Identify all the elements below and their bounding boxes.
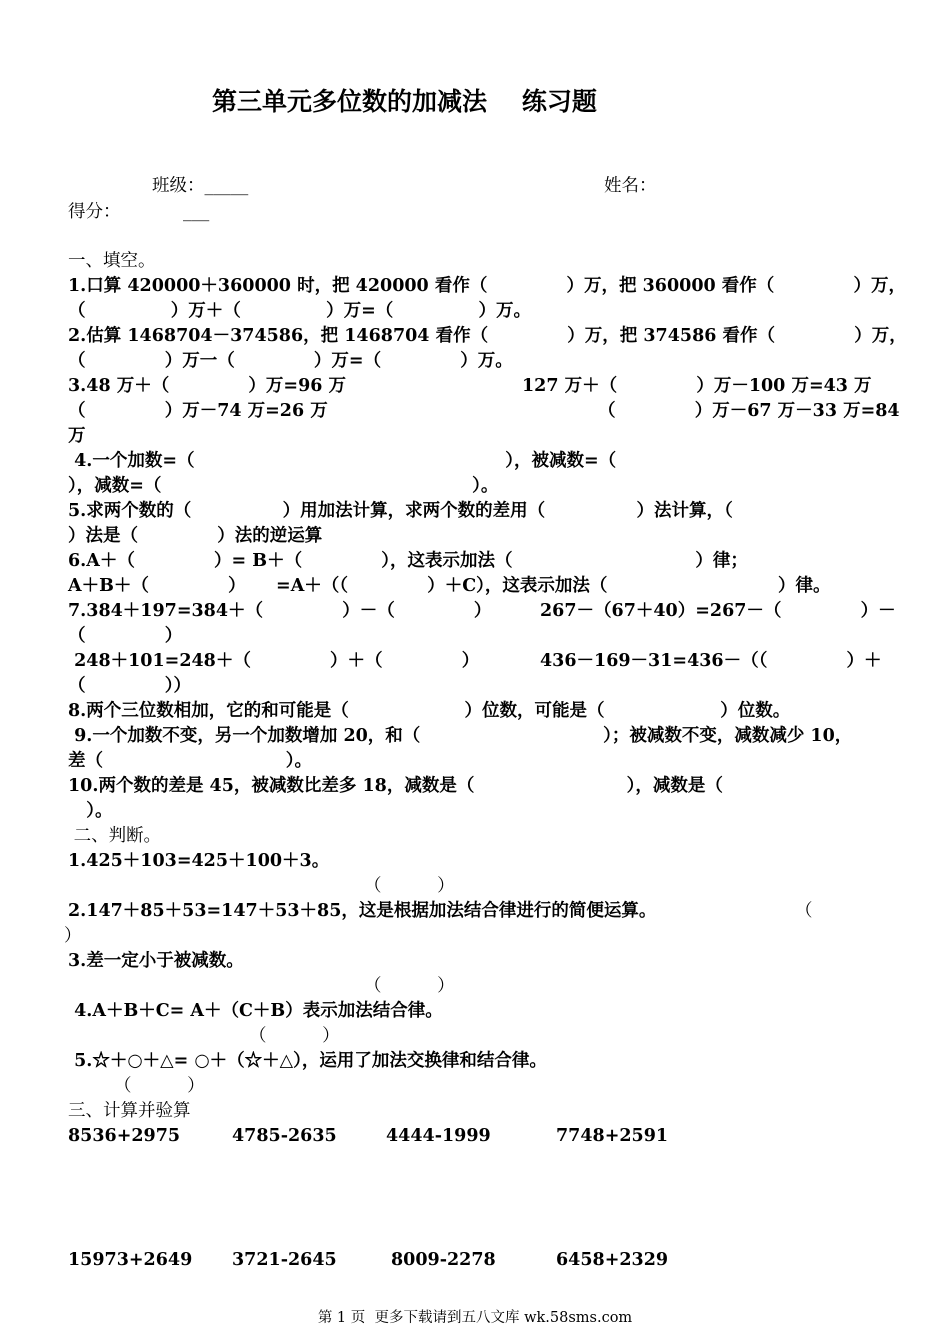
judge-answer-3[interactable]: （ ） <box>364 976 455 996</box>
fill-line-3: 2.估算 1468704－374586，把 1468704 看作（ ）万，把 374586 看作（ ）万， <box>68 326 907 346</box>
page-footer: 第 1 页 更多下载请到五八文库 wk.58sms.com <box>317 1310 633 1326</box>
fill-line-19: 248＋101=248＋（ ）＋（ ） <box>68 651 480 671</box>
fill-line-7: （ ）万－74 万=26 万 <box>68 401 328 421</box>
fill-line-15: A＋B＋（ ） =A＋（（ ）＋C），这表示加法（ ）律。 <box>68 576 831 596</box>
page-title: 第三单元多位数的加减法 练习题 <box>212 87 597 116</box>
calc-problem: 6458+2329 <box>556 1250 669 1270</box>
fill-line-12: 5.求两个数的（ ）用加法计算，求两个数的差用（ ）法计算，（ <box>68 501 733 521</box>
judge-answer-2-left[interactable]: （ <box>795 901 813 921</box>
fill-line-1: 1.口算 420000＋360000 时，把 420000 看作（ ）万，把 360000 看作（ ）万， <box>68 276 906 296</box>
judge-answer-1[interactable]: （ ） <box>364 876 455 896</box>
class-label: 班级：_____ <box>152 176 249 196</box>
fill-line-8: （ ）万－67 万－33 万=84 <box>598 401 900 421</box>
fill-line-21: （ ）） <box>68 676 191 696</box>
calc-problem: 8536+2975 <box>68 1126 181 1146</box>
fill-line-18: （ ） <box>68 626 183 646</box>
judge-item-3: 3.差一定小于被减数。 <box>68 951 244 971</box>
section-2-heading: 二、判断。 <box>68 826 162 846</box>
fill-line-17: 267－（67＋40）=267－（ ）－ <box>540 601 896 621</box>
fill-line-22: 8.两个三位数相加，它的和可能是（ ）位数，可能是（ ）位数。 <box>68 701 791 721</box>
section-1-heading: 一、填空。 <box>68 251 156 271</box>
fill-line-9: 万 <box>68 426 86 446</box>
calc-problem: 8009-2278 <box>391 1250 496 1270</box>
calc-problem: 15973+2649 <box>68 1250 193 1270</box>
calc-problem: 4785-2635 <box>232 1126 337 1146</box>
section-3-heading: 三、计算并验算 <box>68 1101 191 1121</box>
judge-item-1: 1.425＋103=425＋100＋3。 <box>68 851 330 871</box>
judge-answer-4[interactable]: （ ） <box>249 1026 340 1046</box>
fill-line-24: 差（ ）。 <box>68 751 313 771</box>
score-label: 得分： <box>68 202 121 222</box>
judge-item-4: 4.A＋B＋C= A＋（C＋B）表示加法结合律。 <box>68 1001 443 1021</box>
calc-problem: 7748+2591 <box>556 1126 669 1146</box>
fill-line-2: （ ）万＋（ ）万=（ ）万。 <box>68 301 532 321</box>
judge-item-5: 5.☆＋○＋△= ○＋（☆＋△），运用了加法交换律和结合律。 <box>68 1051 547 1071</box>
fill-line-16: 7.384＋197=384＋（ ）－（ ） <box>68 601 492 621</box>
name-label: 姓名： <box>604 176 657 196</box>
fill-line-10: 4.一个加数=（ ），被减数=（ <box>68 451 617 471</box>
fill-line-23: 9.一个加数不变，另一个加数增加 20，和（ ）；被减数不变，减数减少 10， <box>68 726 853 746</box>
fill-line-13: ）法是（ ）法的逆运算 <box>68 526 323 546</box>
calc-problem: 3721-2645 <box>232 1250 337 1270</box>
judge-answer-2-right[interactable]: ） <box>64 926 82 946</box>
judge-item-2: 2.147＋85＋53=147＋53＋85，这是根据加法结合律进行的简便运算。 <box>68 901 657 921</box>
fill-line-6: 127 万＋（ ）万－100 万=43 万 <box>522 376 872 396</box>
calc-problem: 4444-1999 <box>386 1126 491 1146</box>
judge-answer-5[interactable]: （ ） <box>114 1076 205 1096</box>
fill-line-26: ）。 <box>68 801 113 821</box>
fill-line-14: 6.A＋（ ）= B＋（ ），这表示加法（ ）律； <box>68 551 748 571</box>
fill-line-5: 3.48 万＋（ ）万=96 万 <box>68 376 347 396</box>
fill-line-20: 436－169－31=436－（（ ）＋ <box>540 651 882 671</box>
fill-line-4: （ ）万一（ ）万=（ ）万。 <box>68 351 513 371</box>
score-blank: ___ <box>183 202 210 222</box>
fill-line-25: 10.两个数的差是 45，被减数比差多 18，减数是（ ），减数是（ <box>68 776 723 796</box>
fill-line-11: ），减数=（ ）。 <box>68 476 499 496</box>
